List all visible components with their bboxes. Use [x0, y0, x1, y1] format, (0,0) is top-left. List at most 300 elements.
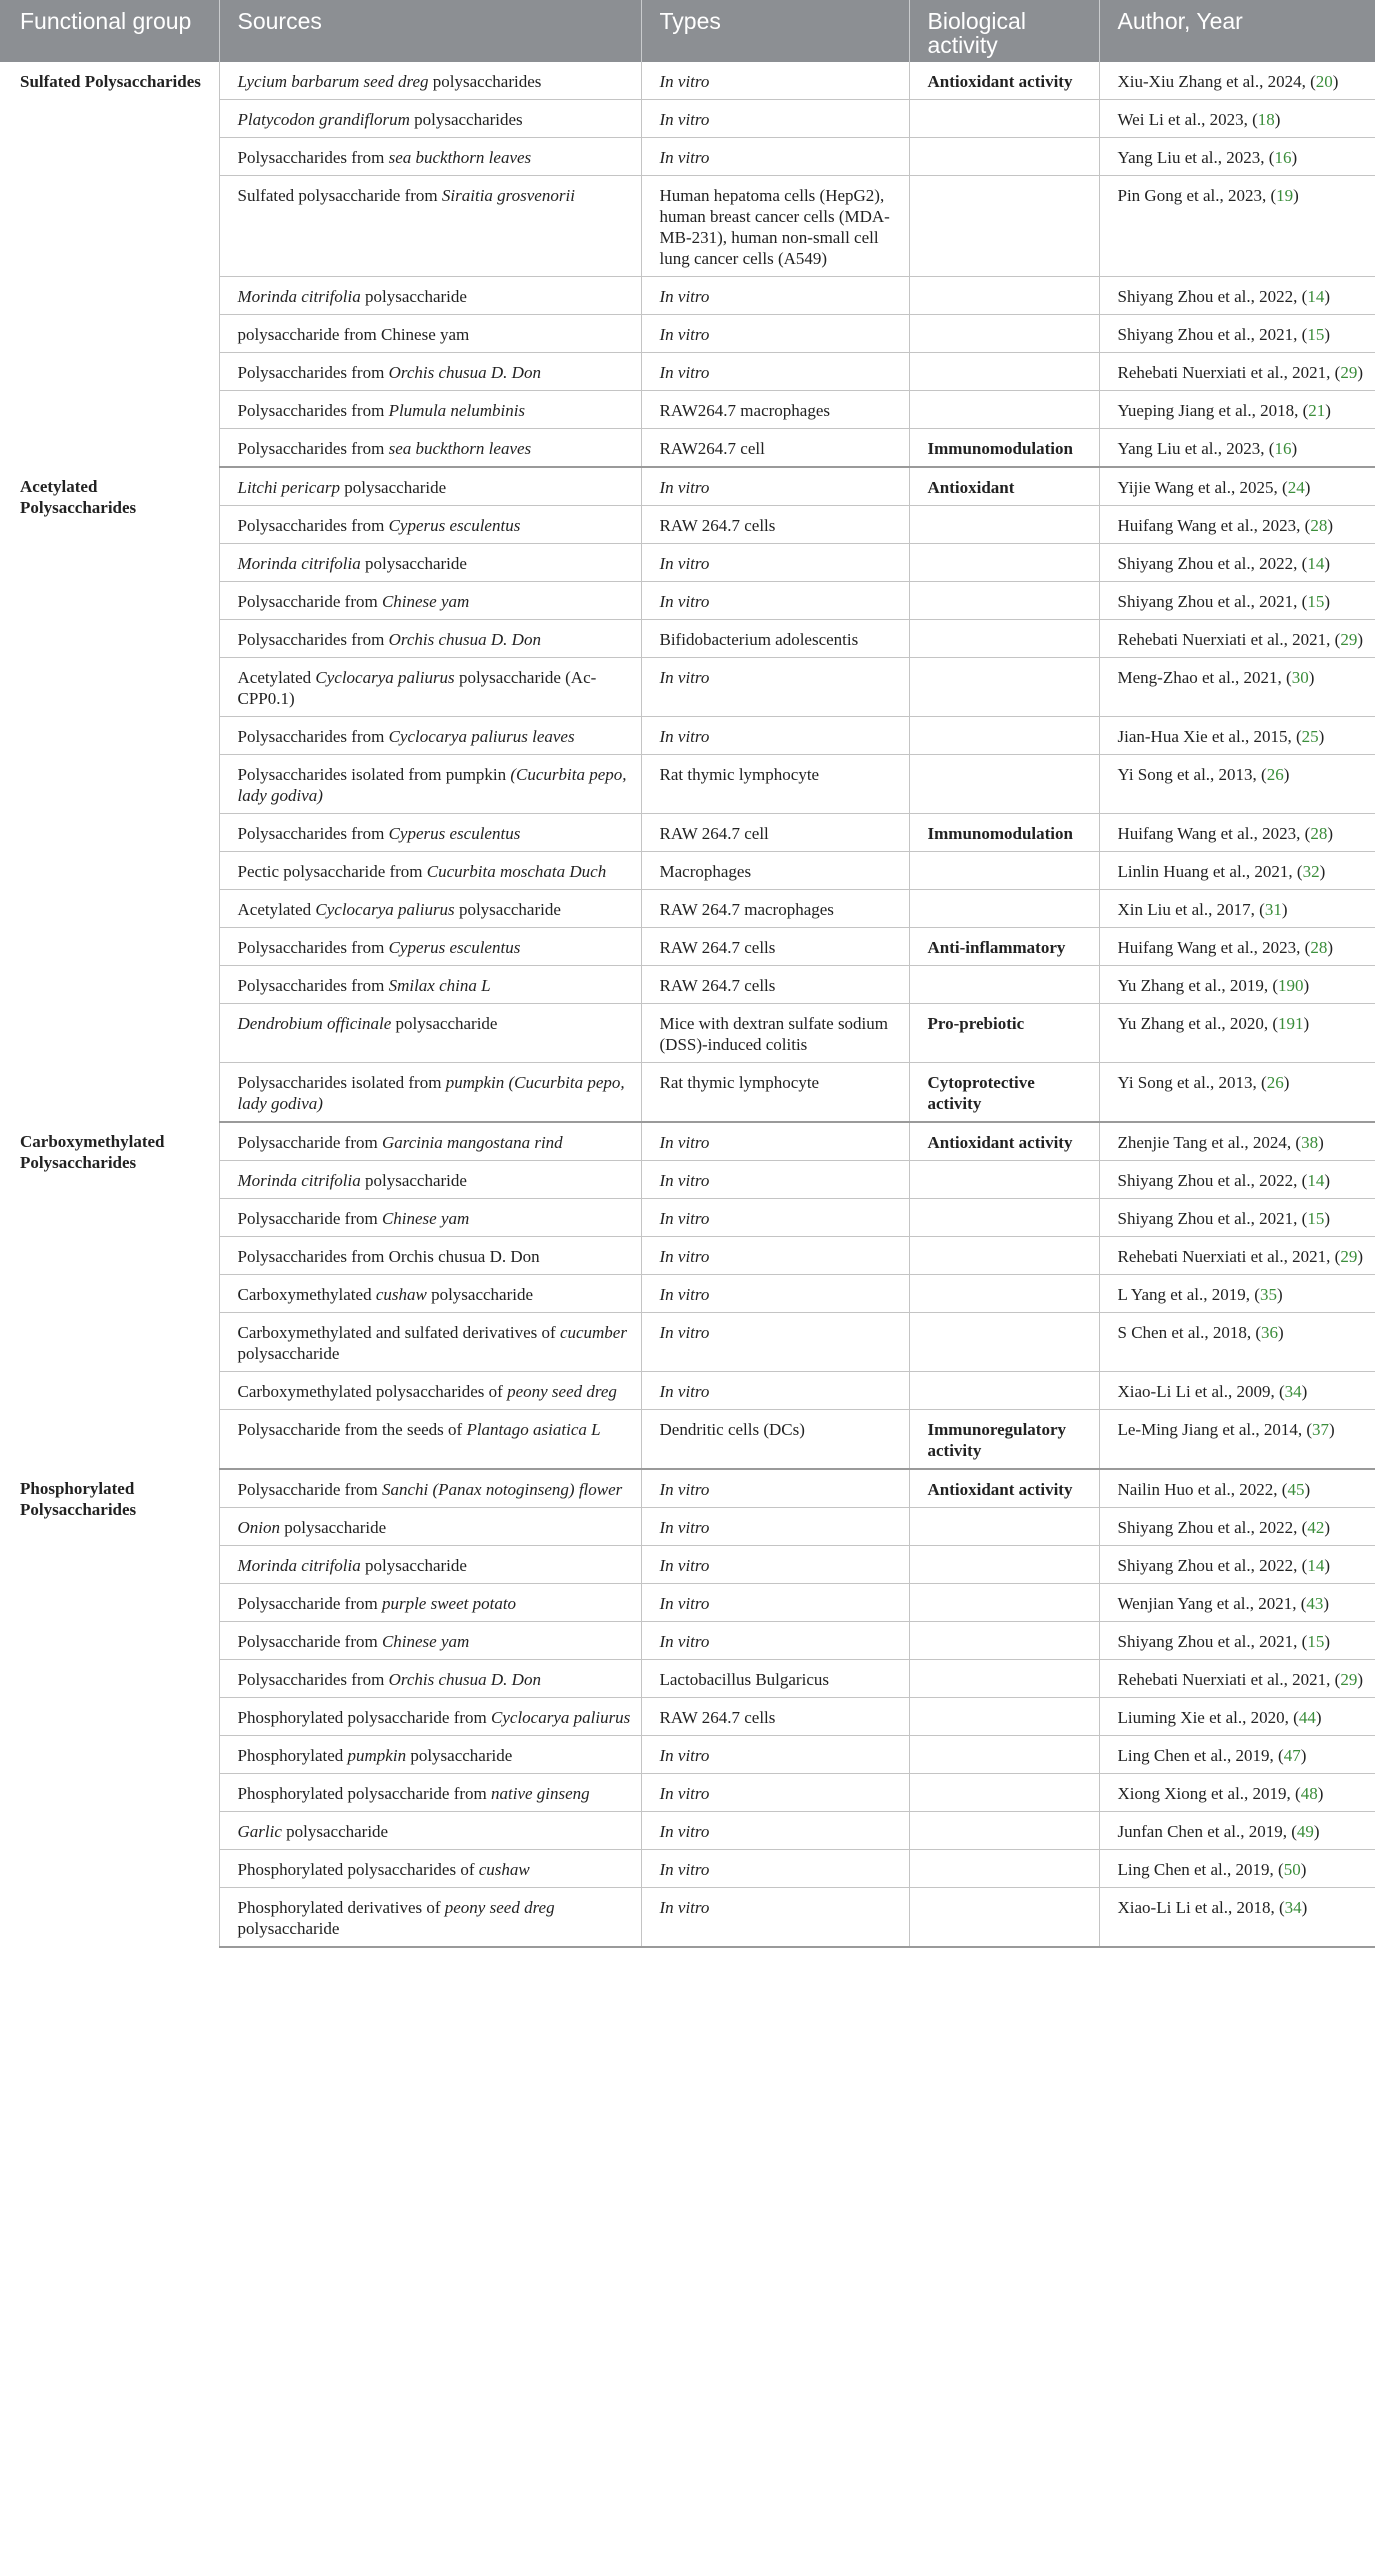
- text-segment: polysaccharide: [454, 900, 561, 919]
- author-text: Pin Gong et al., 2023, (: [1117, 186, 1277, 205]
- header-author-year: Author, Year: [1099, 0, 1375, 62]
- biological-activity-cell: [909, 1622, 1099, 1660]
- functional-group-cell: Acetylated Polysaccharides: [0, 467, 219, 1122]
- type-cell: [641, 1410, 909, 1470]
- italic-text: Cyclocarya paliurus leaves: [388, 727, 575, 746]
- reference-link[interactable]: 42: [1307, 1518, 1325, 1537]
- italic-text: peony seed dreg: [507, 1382, 617, 1401]
- reference-link[interactable]: 49: [1296, 1822, 1314, 1841]
- functional-group-cell: Carboxymethylated Polysaccharides: [0, 1122, 219, 1469]
- functional-group-cell: Phosphorylated Polysaccharides: [0, 1469, 219, 1947]
- italic-text: purple sweet potato: [381, 1594, 517, 1613]
- reference-link[interactable]: 26: [1266, 765, 1284, 784]
- closing-paren: ): [1283, 1073, 1290, 1092]
- italic-text: cushaw: [478, 1860, 530, 1879]
- closing-paren: ): [1300, 1860, 1307, 1879]
- closing-paren: ): [1327, 938, 1333, 957]
- reference-link[interactable]: 28: [1310, 938, 1328, 957]
- author-year-cell: [1099, 138, 1375, 176]
- text-segment: Phosphorylated polysaccharide from: [237, 1784, 492, 1803]
- author-text: Meng-Zhao et al., 2021, (: [1117, 668, 1292, 687]
- closing-paren: ): [1317, 1784, 1324, 1803]
- biological-activity-cell: [909, 658, 1099, 717]
- italic-text: Cyclocarya paliurus: [315, 668, 455, 687]
- biological-activity-cell: [909, 1372, 1099, 1410]
- text-segment: RAW 264.7 cell: [659, 824, 769, 843]
- closing-paren: ): [1293, 186, 1299, 205]
- table-body: [0, 62, 1375, 1947]
- text-segment: Pectic polysaccharide from: [237, 862, 427, 881]
- author-year-cell: [1099, 1584, 1375, 1622]
- italic-text: In vitro: [659, 1784, 710, 1803]
- author-text: Yueping Jiang et al., 2018, (: [1117, 401, 1309, 420]
- author-text: Yang Liu et al., 2023, (: [1117, 439, 1275, 458]
- author-text: Shiyang Zhou et al., 2022, (: [1117, 287, 1308, 306]
- text-segment: RAW 264.7 cells: [659, 516, 776, 535]
- biological-activity-cell: Immunomodulation: [909, 429, 1099, 468]
- reference-link[interactable]: 36: [1261, 1323, 1279, 1342]
- text-segment: Carboxymethylated polysaccharides of: [237, 1382, 508, 1401]
- functional-group-cell: Sulfated Polysaccharides: [0, 62, 219, 467]
- reference-link[interactable]: 29: [1340, 630, 1358, 649]
- source-cell: [219, 506, 641, 544]
- reference-link[interactable]: 29: [1340, 1670, 1358, 1689]
- reference-link[interactable]: 24: [1287, 478, 1305, 497]
- table-row: [0, 62, 1375, 100]
- source-cell: [219, 544, 641, 582]
- type-cell: [641, 176, 909, 277]
- italic-text: Cucurbita moschata Duch: [426, 862, 607, 881]
- reference-link[interactable]: 16: [1274, 439, 1292, 458]
- source-cell: [219, 1508, 641, 1546]
- reference-link[interactable]: 14: [1307, 554, 1325, 573]
- text-segment: Acetylated: [237, 900, 316, 919]
- source-cell: [219, 391, 641, 429]
- italic-text: Garlic: [237, 1822, 282, 1841]
- reference-link[interactable]: 16: [1274, 148, 1292, 167]
- italic-text: In vitro: [659, 1746, 710, 1765]
- author-text: Shiyang Zhou et al., 2021, (: [1117, 1209, 1308, 1228]
- biological-activity-cell: [909, 100, 1099, 138]
- source-cell: [219, 1698, 641, 1736]
- author-year-cell: [1099, 277, 1375, 315]
- text-segment: Phosphorylated polysaccharides of: [237, 1860, 479, 1879]
- type-cell: [641, 1584, 909, 1622]
- closing-paren: ): [1304, 478, 1311, 497]
- source-cell: [219, 1469, 641, 1508]
- reference-link[interactable]: 15: [1307, 1632, 1325, 1651]
- reference-link[interactable]: 30: [1291, 668, 1309, 687]
- reference-link[interactable]: 48: [1300, 1784, 1318, 1803]
- author-year-cell: [1099, 1546, 1375, 1584]
- source-cell: [219, 814, 641, 852]
- italic-text: In vitro: [659, 1556, 710, 1575]
- biological-activity-cell: [909, 1275, 1099, 1313]
- text-segment: polysaccharide: [281, 1822, 389, 1841]
- reference-link[interactable]: 43: [1306, 1594, 1324, 1613]
- closing-paren: ): [1318, 1133, 1324, 1152]
- text-segment: Polysaccharides from Orchis chusua D. Don: [237, 1247, 540, 1266]
- reference-link[interactable]: 38: [1301, 1133, 1319, 1152]
- text-segment: Polysaccharides from: [237, 439, 389, 458]
- author-year-cell: [1099, 1812, 1375, 1850]
- author-year-cell: [1099, 315, 1375, 353]
- source-cell: [219, 890, 641, 928]
- type-cell: [641, 391, 909, 429]
- closing-paren: ): [1357, 630, 1363, 649]
- reference-link[interactable]: 34: [1284, 1382, 1302, 1401]
- author-text: Shiyang Zhou et al., 2021, (: [1117, 592, 1308, 611]
- biological-activity-cell: [909, 1161, 1099, 1199]
- type-cell: [641, 1508, 909, 1546]
- italic-text: In vitro: [659, 554, 710, 573]
- type-cell: [641, 429, 909, 468]
- author-text: Yu Zhang et al., 2019, (: [1117, 976, 1279, 995]
- closing-paren: ): [1357, 363, 1363, 382]
- italic-text: In vitro: [659, 1898, 710, 1917]
- text-segment: Rat thymic lymphocyte: [659, 1073, 820, 1092]
- author-year-cell: [1099, 1063, 1375, 1123]
- closing-paren: ): [1324, 1209, 1330, 1228]
- reference-link[interactable]: 190: [1278, 976, 1304, 995]
- biological-activity-cell: [909, 353, 1099, 391]
- biological-activity-cell: [909, 1812, 1099, 1850]
- text-segment: Polysaccharides isolated from pumpkin: [237, 765, 511, 784]
- text-segment: polysaccharide: [237, 1919, 340, 1938]
- reference-link[interactable]: 28: [1310, 824, 1328, 843]
- biological-activity-cell: [909, 1660, 1099, 1698]
- text-segment: Polysaccharides from: [237, 516, 389, 535]
- reference-link[interactable]: 14: [1307, 1171, 1325, 1190]
- italic-text: pumpkin (Cucurbita pepo, lady godiva): [237, 1073, 625, 1113]
- type-cell: [641, 1774, 909, 1812]
- text-segment: polysaccharide: [406, 1746, 513, 1765]
- closing-paren: ): [1324, 287, 1330, 306]
- biological-activity-cell: [909, 176, 1099, 277]
- closing-paren: ): [1318, 727, 1325, 746]
- biological-activity-cell: [909, 1698, 1099, 1736]
- closing-paren: ): [1323, 1594, 1330, 1613]
- author-year-cell: [1099, 1850, 1375, 1888]
- text-segment: RAW 264.7 cells: [659, 976, 776, 995]
- closing-paren: ): [1329, 1420, 1335, 1439]
- closing-paren: ): [1332, 72, 1339, 91]
- italic-text: Chinese yam: [381, 1209, 470, 1228]
- italic-text: In vitro: [659, 1382, 710, 1401]
- reference-link[interactable]: 44: [1298, 1708, 1316, 1727]
- author-text: S Chen et al., 2018, (: [1117, 1323, 1262, 1342]
- type-cell: [641, 100, 909, 138]
- italic-text: Orchis chusua D. Don: [388, 363, 541, 382]
- author-text: Yi Song et al., 2013, (: [1117, 1073, 1267, 1092]
- text-segment: Sulfated polysaccharide from: [237, 186, 442, 205]
- reference-link[interactable]: 34: [1284, 1898, 1302, 1917]
- author-text: Shiyang Zhou et al., 2021, (: [1117, 1632, 1308, 1651]
- source-cell: [219, 176, 641, 277]
- header-biological-activity: Biological activity: [909, 0, 1099, 62]
- reference-link[interactable]: 35: [1259, 1285, 1277, 1304]
- italic-text: Morinda citrifolia: [237, 1556, 361, 1575]
- author-text: Xiao-Li Li et al., 2009, (: [1117, 1382, 1285, 1401]
- author-text: Shiyang Zhou et al., 2022, (: [1117, 1556, 1308, 1575]
- source-cell: [219, 1850, 641, 1888]
- source-cell: [219, 467, 641, 506]
- biological-activity-cell: [909, 544, 1099, 582]
- italic-text: peony seed dreg: [444, 1898, 555, 1917]
- italic-text: Chinese yam: [381, 1632, 470, 1651]
- biological-activity-cell: [909, 1199, 1099, 1237]
- closing-paren: ): [1324, 1171, 1330, 1190]
- italic-text: In vitro: [659, 72, 710, 91]
- author-year-cell: [1099, 506, 1375, 544]
- reference-link[interactable]: 29: [1340, 1247, 1358, 1266]
- author-text: Rehebati Nuerxiati et al., 2021, (: [1117, 1670, 1341, 1689]
- italic-text: In vitro: [659, 1594, 710, 1613]
- reference-link[interactable]: 15: [1307, 1209, 1325, 1228]
- author-year-cell: [1099, 1275, 1375, 1313]
- italic-text: In vitro: [659, 363, 710, 382]
- author-year-cell: [1099, 1698, 1375, 1736]
- italic-text: In vitro: [659, 478, 710, 497]
- table-row: [0, 467, 1375, 506]
- author-year-cell: [1099, 1004, 1375, 1063]
- type-cell: [641, 582, 909, 620]
- author-text: Rehebati Nuerxiati et al., 2021, (: [1117, 1247, 1341, 1266]
- closing-paren: ): [1283, 765, 1290, 784]
- type-cell: [641, 353, 909, 391]
- reference-link[interactable]: 21: [1308, 401, 1326, 420]
- italic-text: In vitro: [659, 148, 710, 167]
- type-cell: [641, 755, 909, 814]
- type-cell: [641, 928, 909, 966]
- source-cell: [219, 100, 641, 138]
- type-cell: [641, 1063, 909, 1123]
- type-cell: [641, 277, 909, 315]
- author-text: Jian-Hua Xie et al., 2015, (: [1117, 727, 1302, 746]
- biological-activity-cell: [909, 1888, 1099, 1948]
- text-segment: polysaccharides: [428, 72, 542, 91]
- closing-paren: ): [1278, 1323, 1284, 1342]
- text-segment: Polysaccharides from: [237, 630, 389, 649]
- text-segment: Phosphorylated derivatives of: [237, 1898, 445, 1917]
- type-cell: [641, 506, 909, 544]
- source-cell: [219, 1774, 641, 1812]
- author-year-cell: [1099, 1622, 1375, 1660]
- italic-text: In vitro: [659, 727, 710, 746]
- author-year-cell: [1099, 176, 1375, 277]
- reference-link[interactable]: 18: [1257, 110, 1275, 129]
- italic-text: In vitro: [659, 287, 710, 306]
- header-sources: Sources: [219, 0, 641, 62]
- italic-text: In vitro: [659, 1285, 710, 1304]
- type-cell: [641, 1469, 909, 1508]
- reference-link[interactable]: 31: [1264, 900, 1282, 919]
- reference-link[interactable]: 32: [1302, 862, 1320, 881]
- reference-link[interactable]: 45: [1287, 1480, 1305, 1499]
- text-segment: Polysaccharides from: [237, 363, 389, 382]
- closing-paren: ): [1324, 1556, 1330, 1575]
- text-segment: Acetylated: [237, 668, 316, 687]
- closing-paren: ): [1319, 862, 1326, 881]
- type-cell: [641, 890, 909, 928]
- reference-link[interactable]: 14: [1307, 287, 1325, 306]
- author-text: Rehebati Nuerxiati et al., 2021, (: [1117, 630, 1341, 649]
- reference-link[interactable]: 19: [1276, 186, 1294, 205]
- biological-activity-cell: Antioxidant: [909, 467, 1099, 506]
- author-text: Rehebati Nuerxiati et al., 2021, (: [1117, 363, 1341, 382]
- biological-activity-cell: [909, 277, 1099, 315]
- author-text: Xiu-Xiu Zhang et al., 2024, (: [1117, 72, 1316, 91]
- author-year-cell: [1099, 1469, 1375, 1508]
- type-cell: [641, 1622, 909, 1660]
- italic-text: In vitro: [659, 1209, 710, 1228]
- text-segment: Macrophages: [659, 862, 752, 881]
- reference-link[interactable]: 25: [1301, 727, 1319, 746]
- type-cell: [641, 1275, 909, 1313]
- text-segment: Phosphorylated polysaccharide from: [237, 1708, 492, 1727]
- type-cell: [641, 467, 909, 506]
- author-year-cell: [1099, 1774, 1375, 1812]
- italic-text: In vitro: [659, 1518, 710, 1537]
- reference-link[interactable]: 191: [1278, 1014, 1304, 1033]
- italic-text: Lycium barbarum seed dreg: [237, 72, 429, 91]
- italic-text: (Cucurbita pepo, lady godiva): [237, 765, 627, 805]
- italic-text: Orchis chusua D. Don: [388, 1670, 541, 1689]
- biological-activity-cell: [909, 506, 1099, 544]
- reference-link[interactable]: 29: [1340, 363, 1358, 382]
- italic-text: In vitro: [659, 1323, 710, 1342]
- author-year-cell: [1099, 1372, 1375, 1410]
- author-year-cell: [1099, 620, 1375, 658]
- biological-activity-cell: [909, 138, 1099, 176]
- italic-text: Morinda citrifolia: [237, 287, 361, 306]
- closing-paren: ): [1303, 1014, 1310, 1033]
- reference-link[interactable]: 37: [1312, 1420, 1330, 1439]
- author-year-cell: [1099, 100, 1375, 138]
- italic-text: Orchis chusua D. Don: [388, 630, 541, 649]
- italic-text: Plumula nelumbinis: [388, 401, 526, 420]
- author-year-cell: [1099, 1888, 1375, 1948]
- text-segment: Polysaccharide from: [237, 1594, 382, 1613]
- source-cell: [219, 1660, 641, 1698]
- author-text: Yi Song et al., 2013, (: [1117, 765, 1267, 784]
- reference-link[interactable]: 15: [1307, 325, 1325, 344]
- reference-link[interactable]: 47: [1283, 1746, 1301, 1765]
- source-cell: [219, 1313, 641, 1372]
- closing-paren: ): [1291, 148, 1298, 167]
- text-segment: Carboxymethylated: [237, 1285, 376, 1304]
- text-segment: Carboxymethylated and sulfated derivatives of: [237, 1323, 560, 1342]
- source-cell: [219, 1888, 641, 1948]
- closing-paren: ): [1291, 439, 1298, 458]
- author-text: Linlin Huang et al., 2021, (: [1117, 862, 1303, 881]
- italic-text: Sanchi (Panax notoginseng) flower: [381, 1480, 623, 1499]
- text-segment: polysaccharide from Chinese yam: [237, 325, 470, 344]
- italic-text: Garcinia mangostana rind: [381, 1133, 563, 1152]
- italic-text: Morinda citrifolia: [237, 1171, 361, 1190]
- source-cell: [219, 1812, 641, 1850]
- type-cell: [641, 315, 909, 353]
- author-year-cell: [1099, 755, 1375, 814]
- author-year-cell: [1099, 1122, 1375, 1161]
- reference-link[interactable]: 15: [1307, 592, 1325, 611]
- italic-text: Platycodon grandiflorum: [237, 110, 410, 129]
- biological-activity-cell: [909, 755, 1099, 814]
- italic-text: Cyperus esculentus: [388, 516, 521, 535]
- table-row: [0, 1122, 1375, 1161]
- closing-paren: ): [1300, 1746, 1307, 1765]
- biological-activity-cell: [909, 1237, 1099, 1275]
- type-cell: [641, 658, 909, 717]
- author-text: Ling Chen et al., 2019, (: [1117, 1860, 1284, 1879]
- closing-paren: ): [1304, 1480, 1311, 1499]
- reference-link[interactable]: 20: [1315, 72, 1333, 91]
- reference-link[interactable]: 28: [1310, 516, 1328, 535]
- type-cell: [641, 717, 909, 755]
- text-segment: polysaccharide: [391, 1014, 498, 1033]
- source-cell: [219, 755, 641, 814]
- text-segment: Polysaccharides isolated from: [237, 1073, 446, 1092]
- reference-link[interactable]: 50: [1283, 1860, 1301, 1879]
- author-year-cell: [1099, 544, 1375, 582]
- source-cell: [219, 1063, 641, 1123]
- text-segment: Polysaccharide from: [237, 1209, 382, 1228]
- type-cell: [641, 544, 909, 582]
- italic-text: Cyperus esculentus: [388, 938, 521, 957]
- text-segment: Human hepatoma cells (HepG2), human breast cancer cells (MDA-MB-231), human non-small cell lung cancer cells (A549): [659, 186, 890, 268]
- biological-activity-cell: [909, 966, 1099, 1004]
- reference-link[interactable]: 26: [1266, 1073, 1284, 1092]
- author-year-cell: [1099, 890, 1375, 928]
- type-cell: [641, 1736, 909, 1774]
- source-cell: [219, 582, 641, 620]
- italic-text: Chinese yam: [381, 592, 470, 611]
- type-cell: [641, 138, 909, 176]
- biological-activity-cell: [909, 1508, 1099, 1546]
- source-cell: [219, 1410, 641, 1470]
- type-cell: [641, 814, 909, 852]
- biological-activity-cell: [909, 717, 1099, 755]
- author-text: Xiao-Li Li et al., 2018, (: [1117, 1898, 1285, 1917]
- source-cell: [219, 717, 641, 755]
- author-year-cell: [1099, 1736, 1375, 1774]
- italic-text: In vitro: [659, 325, 710, 344]
- type-cell: [641, 1812, 909, 1850]
- source-cell: [219, 966, 641, 1004]
- biological-activity-cell: [909, 1774, 1099, 1812]
- text-segment: Polysaccharide from: [237, 592, 382, 611]
- biological-activity-cell: [909, 1850, 1099, 1888]
- italic-text: In vitro: [659, 1133, 710, 1152]
- reference-link[interactable]: 14: [1307, 1556, 1325, 1575]
- italic-text: Cyclocarya paliurus: [491, 1708, 631, 1727]
- text-segment: Polysaccharides from: [237, 148, 389, 167]
- source-cell: [219, 1736, 641, 1774]
- type-cell: [641, 1313, 909, 1372]
- source-cell: [219, 620, 641, 658]
- type-cell: [641, 620, 909, 658]
- source-cell: [219, 852, 641, 890]
- biological-activity-cell: [909, 582, 1099, 620]
- header-functional-group: Functional group: [0, 0, 219, 62]
- type-cell: [641, 62, 909, 100]
- author-text: Yang Liu et al., 2023, (: [1117, 148, 1275, 167]
- source-cell: [219, 62, 641, 100]
- source-cell: [219, 315, 641, 353]
- italic-text: cushaw: [375, 1285, 427, 1304]
- italic-text: Litchi pericarp: [237, 478, 340, 497]
- text-segment: Polysaccharides from: [237, 938, 389, 957]
